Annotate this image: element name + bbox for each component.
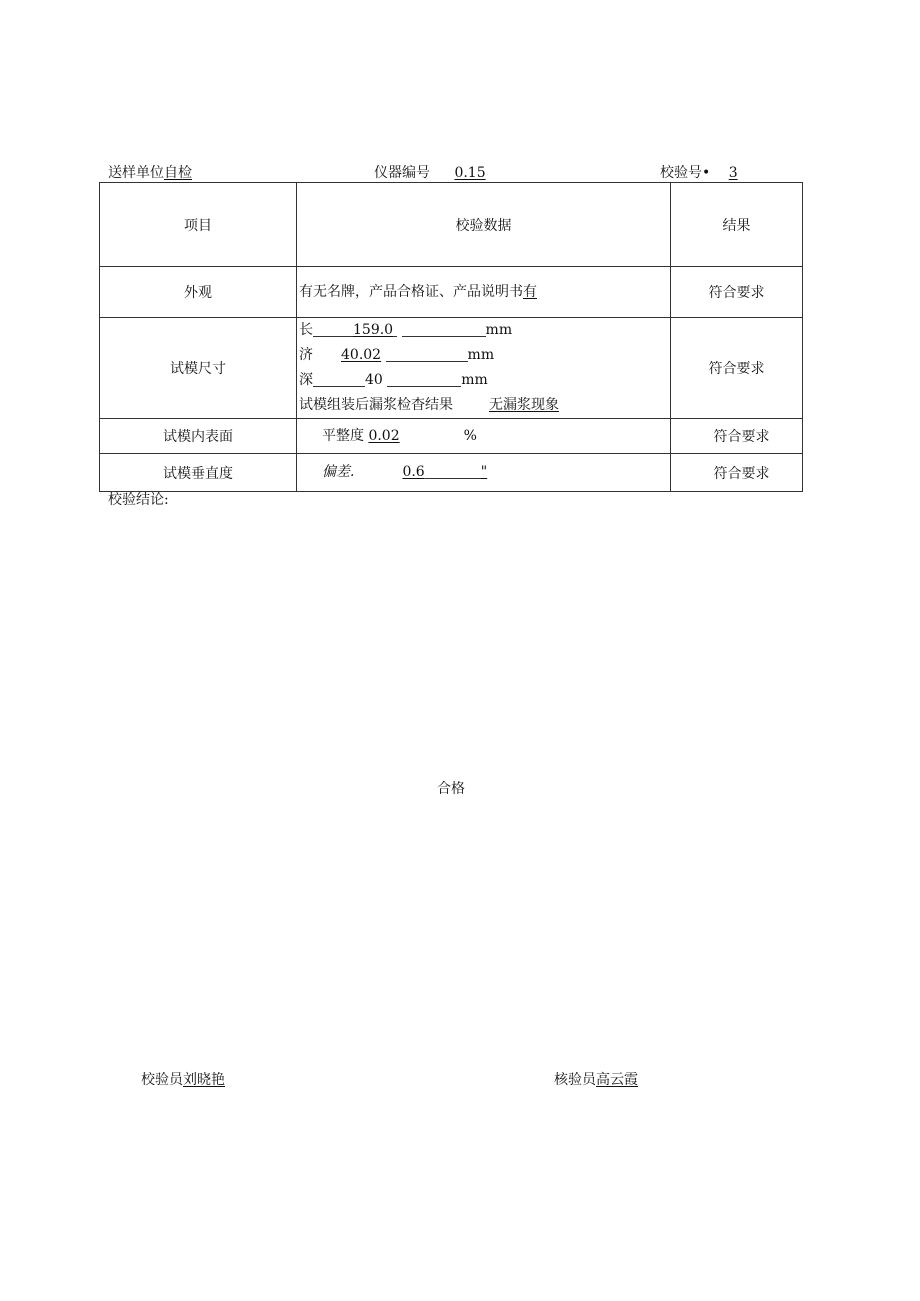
table-row-perpendicular xyxy=(100,454,803,492)
checker-label: 校验员 xyxy=(141,1072,183,1088)
conclusion-label: 校验结论: xyxy=(108,492,169,508)
leak-value: 无漏浆现象 xyxy=(489,397,559,413)
table-row-size xyxy=(100,318,803,419)
width-label: 济 xyxy=(299,347,313,363)
size-item: 试模尺寸 xyxy=(100,318,297,419)
surface-unit: % xyxy=(463,427,477,444)
width-unit: mm xyxy=(467,347,495,363)
check-number-field xyxy=(660,162,738,182)
leak-line xyxy=(297,393,670,418)
depth-line xyxy=(297,368,670,393)
reviewer-signature xyxy=(554,1069,638,1089)
appearance-text: 有无名牌，产品合格证、产品说明书 xyxy=(299,283,523,300)
sender-unit-label: 送样单位 xyxy=(108,165,164,181)
perpendicular-value: 0.6 xyxy=(402,464,425,480)
table-header-row xyxy=(100,183,803,267)
appearance-result: 符合要求 xyxy=(671,267,803,318)
size-data xyxy=(297,318,671,419)
instrument-number-value: 0.15 xyxy=(454,165,486,181)
table-row-surface xyxy=(100,419,803,454)
checker-signature xyxy=(141,1069,225,1089)
sender-unit-value: 自检 xyxy=(164,165,192,181)
appearance-item: 外观 xyxy=(100,267,297,318)
surface-result: 符合要求 xyxy=(671,419,803,454)
reviewer-label: 核验员 xyxy=(554,1072,596,1088)
perpendicular-result: 符合要求 xyxy=(671,454,803,492)
length-line xyxy=(297,318,670,343)
inspection-table xyxy=(99,182,803,492)
depth-unit: mm xyxy=(461,372,488,388)
surface-label: 平整度 xyxy=(322,427,364,444)
table-row-appearance xyxy=(100,267,803,318)
appearance-value: 有 xyxy=(523,283,537,300)
conclusion-value: 合格 xyxy=(437,781,465,797)
size-result: 符合要求 xyxy=(671,318,803,419)
perpendicular-item: 试模垂直度 xyxy=(100,454,297,492)
depth-value: 40 xyxy=(365,372,383,388)
reviewer-name: 高云霞 xyxy=(596,1072,638,1088)
surface-item: 试模内表面 xyxy=(100,419,297,454)
check-number-label: 校验号• xyxy=(660,165,711,181)
perpendicular-label: 偏差. xyxy=(322,464,355,480)
leak-label: 试模组装后漏浆检杳结果 xyxy=(299,397,453,413)
checker-name: 刘晓艳 xyxy=(183,1072,225,1088)
width-line xyxy=(297,343,670,368)
appearance-data xyxy=(297,267,671,318)
sender-unit-field xyxy=(108,162,192,182)
perpendicular-data xyxy=(297,454,671,492)
width-value: 40.02 xyxy=(341,347,382,363)
depth-label: 深 xyxy=(299,372,313,388)
perpendicular-unit: " xyxy=(480,464,488,480)
check-number-value: 3 xyxy=(728,165,738,181)
header-result: 结果 xyxy=(671,183,803,267)
instrument-number-field xyxy=(374,162,486,182)
length-value: 159.0 xyxy=(353,322,394,338)
form-header xyxy=(108,162,800,182)
length-unit: mm xyxy=(485,322,513,338)
surface-value: 0.02 xyxy=(368,427,400,444)
header-item: 项目 xyxy=(100,183,297,267)
length-label: 长 xyxy=(299,322,313,338)
header-data: 校验数据 xyxy=(297,183,671,267)
surface-data xyxy=(297,419,671,454)
instrument-number-label: 仪器编号 xyxy=(374,165,430,181)
